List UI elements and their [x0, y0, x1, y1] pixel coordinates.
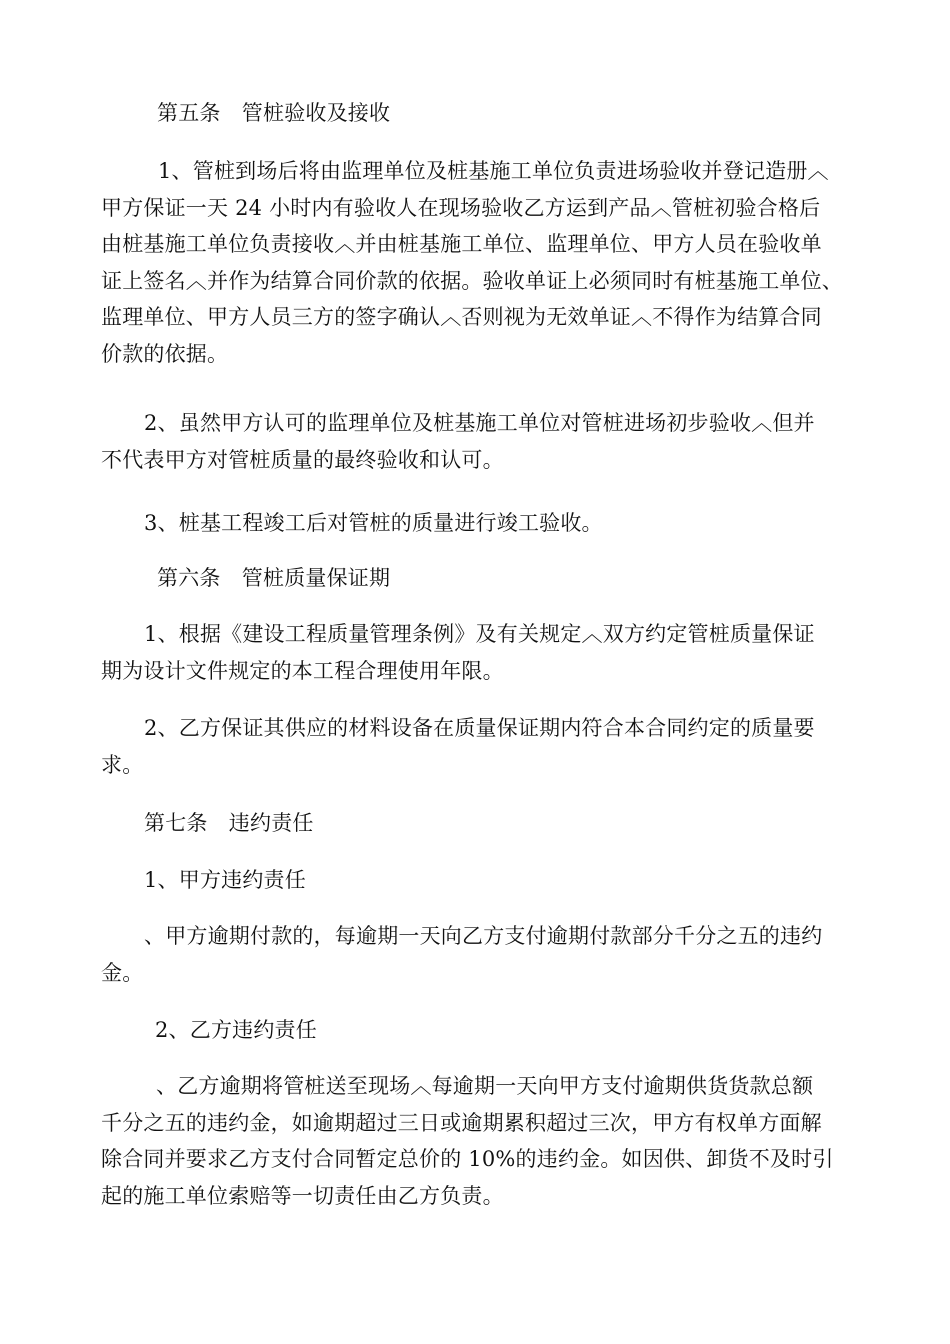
section-7-item-2a — [101, 1068, 834, 1214]
section-7-heading — [144, 805, 314, 842]
section-5-item-3 — [144, 505, 603, 542]
paragraph-line: 起的施工单位索赔等一切责任由乙方负责。 — [101, 1183, 504, 1208]
paragraph-line: 甲方保证一天 24 小时内有验收人在现场验收乙方运到产品︿管桩初验合格后 — [101, 195, 821, 220]
paragraph-line: 价款的依据。 — [101, 341, 229, 366]
paragraph-line: 证上签名︿并作为结算合同价款的依据。验收单证上必须同时有桩基施工单位、 — [101, 268, 843, 293]
paragraph-line: 千分之五的违约金，如逾期超过三日或逾期累积超过三次，甲方有权单方面解 — [101, 1110, 822, 1135]
paragraph-line: 除合同并要求乙方支付合同暂定总价的 10%的违约金。如因供、卸货不及时引 — [101, 1147, 834, 1171]
heading-text: 第五条 管桩验收及接收 — [157, 101, 391, 125]
paragraph-line: 期为设计文件规定的本工程合理使用年限。 — [101, 658, 504, 683]
paragraph-line: 金。 — [101, 960, 144, 985]
section-7-item-2 — [155, 1012, 317, 1049]
paragraph-line: 不代表甲方对管桩质量的最终验收和认可。 — [101, 447, 504, 472]
section-7-item-1a — [101, 918, 822, 991]
paragraph-line: 监理单位、甲方人员三方的签字确认︿否则视为无效单证︿不得作为结算合同 — [101, 305, 822, 329]
paragraph-line: 2、乙方保证其供应的材料设备在质量保证期内符合本合同约定的质量要 — [144, 716, 815, 740]
paragraph-line: 2、乙方违约责任 — [155, 1018, 317, 1042]
paragraph-line: 由桩基施工单位负责接收︿并由桩基施工单位、监理单位、甲方人员在验收单 — [101, 232, 822, 256]
section-6-item-2 — [101, 710, 815, 783]
section-5-item-1 — [101, 153, 843, 372]
section-6-heading — [157, 560, 390, 597]
paragraph-line: 1、根据《建设工程质量管理条例》及有关规定︿双方约定管桩质量保证 — [144, 622, 815, 646]
paragraph-line: 求。 — [101, 752, 144, 777]
section-7-item-1 — [144, 862, 306, 899]
section-6-item-1 — [101, 616, 815, 689]
paragraph-line: 2、虽然甲方认可的监理单位及桩基施工单位对管桩进场初步验收︿但并 — [144, 411, 815, 435]
section-5-heading — [157, 95, 390, 132]
section-5-item-2 — [101, 405, 815, 478]
paragraph-line: 1、甲方违约责任 — [144, 868, 306, 892]
paragraph-line: 、乙方逾期将管桩送至现场︿每逾期一天向甲方支付逾期供货货款总额 — [156, 1074, 814, 1098]
heading-text: 第七条 违约责任 — [144, 811, 314, 835]
paragraph-line: 3、桩基工程竣工后对管桩的质量进行竣工验收。 — [144, 511, 603, 535]
paragraph-line: 、甲方逾期付款的，每逾期一天向乙方支付逾期付款部分千分之五的违约 — [144, 924, 823, 948]
paragraph-line: 1、管桩到场后将由监理单位及桩基施工单位负责进场验收并登记造册︿ — [158, 159, 829, 183]
heading-text: 第六条 管桩质量保证期 — [157, 566, 391, 590]
